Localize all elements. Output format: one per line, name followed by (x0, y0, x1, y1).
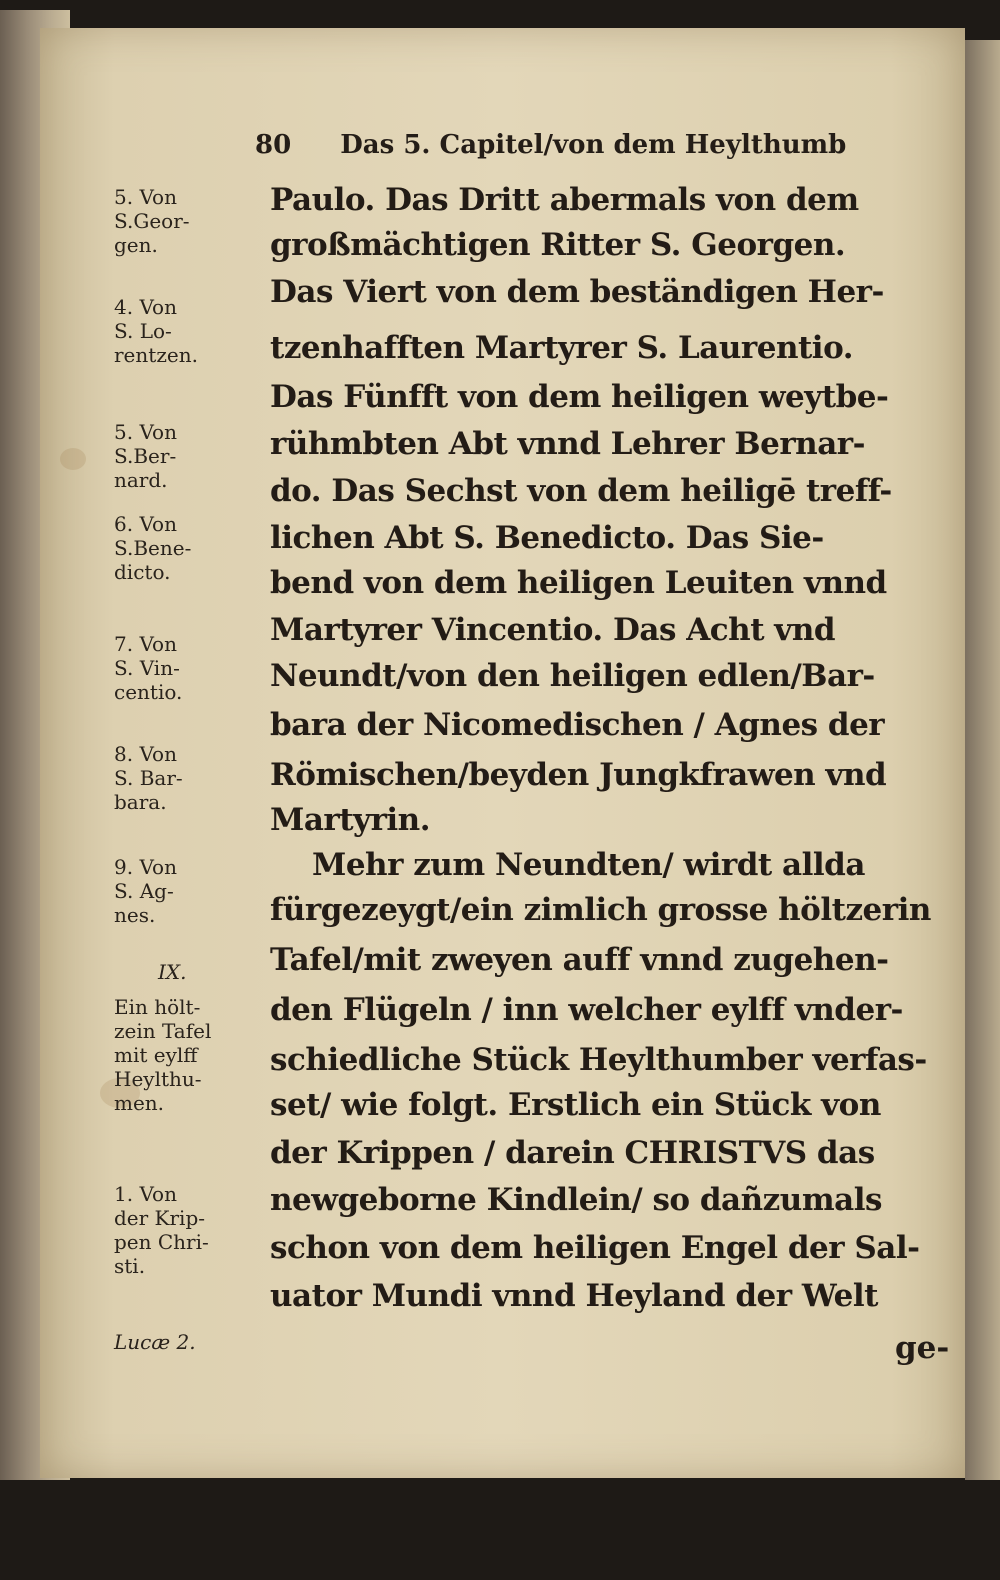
text-line: Martyrer Vincentio. Das Acht vnd (270, 612, 836, 648)
page-number: 80 (255, 130, 292, 160)
text-line: der Krippen / darein CHRISTVS das (270, 1135, 875, 1171)
margin-note: 8. Von S. Bar- bara. (114, 742, 183, 814)
text-line: rühmbten Abt vnnd Lehrer Bernar- (270, 426, 865, 462)
margin-note: 5. Von S.Ber- nard. (114, 420, 177, 492)
margin-note: 4. Von S. Lo- rentzen. (114, 295, 198, 367)
text-line: uator Mundi vnnd Heyland der Welt (270, 1278, 878, 1314)
running-head (255, 130, 895, 164)
text-line: Neundt/von den heiligen edlen/Bar- (270, 658, 875, 694)
foxing-stain (60, 448, 86, 470)
text-line: set/ wie folgt. Erstlich ein Stück von (270, 1087, 881, 1123)
margin-note: 6. Von S.Bene- dicto. (114, 512, 192, 584)
margin-note: IX. (158, 960, 187, 984)
margin-note: Ein hölt- zein Tafel mit eylff Heylthu- men. (114, 995, 212, 1115)
facing-page-edge (965, 40, 1000, 1480)
text-line: newgeborne Kindlein/ so dañzumals (270, 1182, 882, 1218)
running-head-title: Das 5. Capitel/von dem Heylthumb (340, 130, 847, 160)
text-line: Mehr zum Neundten/ wirdt allda (312, 847, 865, 883)
text-line: den Flügeln / inn welcher eylff vnder- (270, 992, 903, 1028)
text-line: fürgezeygt/ein zimlich grosse höltzerin (270, 892, 931, 928)
text-line: schiedliche Stück Heylthumber verfas- (270, 1042, 927, 1078)
catchword: ge- (895, 1330, 950, 1366)
text-line: bend von dem heiligen Leuiten vnnd (270, 565, 887, 601)
text-line: Römischen/beyden Jungkfrawen vnd (270, 757, 887, 793)
text-line: lichen Abt S. Benedicto. Das Sie- (270, 520, 824, 556)
margin-note: 7. Von S. Vin- centio. (114, 632, 183, 704)
margin-note: 9. Von S. Ag- nes. (114, 855, 177, 927)
margin-note: Lucæ 2. (114, 1330, 196, 1354)
text-line: schon von dem heiligen Engel der Sal- (270, 1230, 920, 1266)
text-line: großmächtigen Ritter S. Georgen. (270, 227, 846, 263)
text-line: do. Das Sechst von dem heiligē treff- (270, 473, 892, 509)
text-line: Tafel/mit zweyen auff vnnd zugehen- (270, 942, 889, 978)
text-line: Das Viert von dem beständigen Her- (270, 274, 884, 310)
text-line: tzenhafften Martyrer S. Laurentio. (270, 330, 854, 366)
text-line: Paulo. Das Dritt abermals von dem (270, 182, 859, 218)
margin-note: 5. Von S.Geor- gen. (114, 185, 190, 257)
margin-note: 1. Von der Krip- pen Chri- sti. (114, 1182, 209, 1278)
text-line: Martyrin. (270, 802, 431, 838)
text-line: Das Fünfft von dem heiligen weytbe- (270, 379, 889, 415)
text-line: bara der Nicomedischen / Agnes der (270, 707, 885, 743)
